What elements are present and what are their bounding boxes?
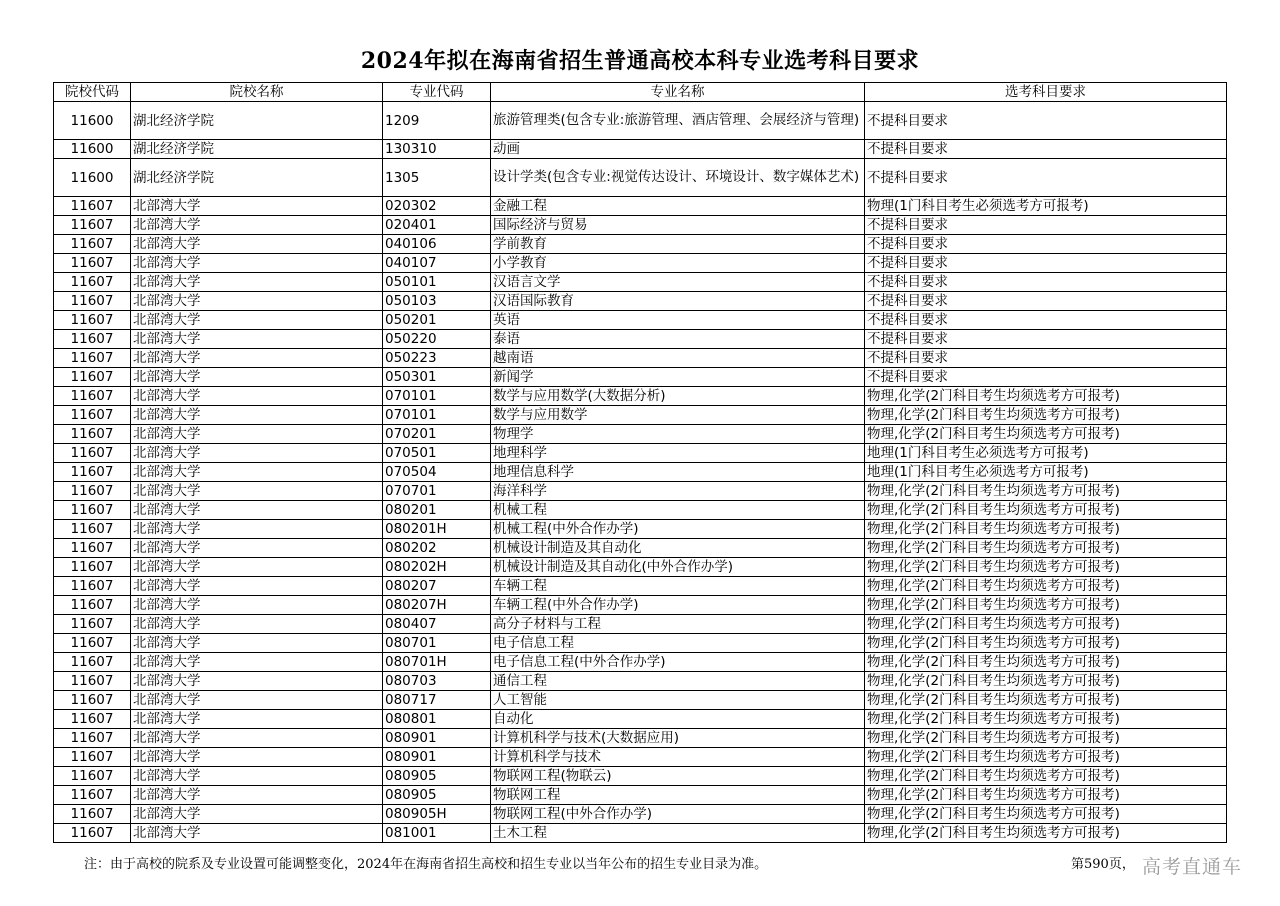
major-name-cell: 新闻学 <box>491 368 865 387</box>
requirement-cell: 物理,化学(2门科目考生均须选考方可报考) <box>865 729 1227 748</box>
requirement-cell: 不提科目要求 <box>865 216 1227 235</box>
requirement-cell: 物理,化学(2门科目考生均须选考方可报考) <box>865 767 1227 786</box>
school-name-cell: 北部湾大学 <box>131 254 383 273</box>
header-school-name: 院校名称 <box>131 83 383 102</box>
school-code-cell: 11607 <box>54 729 131 748</box>
major-name-cell: 动画 <box>491 140 865 159</box>
school-name-cell: 北部湾大学 <box>131 691 383 710</box>
header-subject-requirement: 选考科目要求 <box>865 83 1227 102</box>
school-name-cell: 北部湾大学 <box>131 577 383 596</box>
school-name-cell: 北部湾大学 <box>131 501 383 520</box>
major-name-cell: 机械设计制造及其自动化(中外合作办学) <box>491 558 865 577</box>
school-code-cell: 11607 <box>54 824 131 843</box>
school-name-cell: 北部湾大学 <box>131 406 383 425</box>
requirement-cell: 不提科目要求 <box>865 273 1227 292</box>
table-row <box>54 805 1227 824</box>
school-code-cell: 11607 <box>54 577 131 596</box>
school-code-cell: 11607 <box>54 273 131 292</box>
school-name-cell: 北部湾大学 <box>131 729 383 748</box>
page-number: 第590页， <box>1071 857 1135 872</box>
table-row <box>54 444 1227 463</box>
major-name-cell: 物联网工程(物联云) <box>491 767 865 786</box>
school-name-cell: 北部湾大学 <box>131 216 383 235</box>
table-row <box>54 653 1227 672</box>
school-name-cell: 北部湾大学 <box>131 710 383 729</box>
major-code-cell: 050223 <box>383 349 491 368</box>
major-code-cell: 080905H <box>383 805 491 824</box>
requirement-cell: 物理,化学(2门科目考生均须选考方可报考) <box>865 482 1227 501</box>
major-code-cell: 080701 <box>383 634 491 653</box>
school-code-cell: 11607 <box>54 197 131 216</box>
major-name-cell: 物联网工程 <box>491 786 865 805</box>
table-row <box>54 140 1227 159</box>
school-name-cell: 北部湾大学 <box>131 805 383 824</box>
table-row <box>54 235 1227 254</box>
major-code-cell: 1209 <box>383 102 491 140</box>
major-code-cell: 050101 <box>383 273 491 292</box>
major-code-cell: 020302 <box>383 197 491 216</box>
table-row <box>54 558 1227 577</box>
school-name-cell: 北部湾大学 <box>131 558 383 577</box>
table-row <box>54 216 1227 235</box>
requirement-cell: 物理,化学(2门科目考生均须选考方可报考) <box>865 406 1227 425</box>
table-row <box>54 254 1227 273</box>
school-name-cell: 北部湾大学 <box>131 311 383 330</box>
requirement-cell: 不提科目要求 <box>865 311 1227 330</box>
table-header-row <box>54 83 1227 102</box>
school-name-cell: 北部湾大学 <box>131 615 383 634</box>
school-code-cell: 11600 <box>54 140 131 159</box>
major-code-cell: 070101 <box>383 406 491 425</box>
major-name-cell: 小学教育 <box>491 254 865 273</box>
table-row <box>54 425 1227 444</box>
table-row <box>54 102 1227 140</box>
school-name-cell: 湖北经济学院 <box>131 159 383 197</box>
table-row <box>54 615 1227 634</box>
table-row <box>54 273 1227 292</box>
requirement-cell: 不提科目要求 <box>865 292 1227 311</box>
school-name-cell: 湖北经济学院 <box>131 102 383 140</box>
school-name-cell: 北部湾大学 <box>131 349 383 368</box>
school-code-cell: 11607 <box>54 330 131 349</box>
school-code-cell: 11607 <box>54 672 131 691</box>
major-code-cell: 020401 <box>383 216 491 235</box>
school-name-cell: 北部湾大学 <box>131 463 383 482</box>
major-name-cell: 机械工程(中外合作办学) <box>491 520 865 539</box>
requirement-cell: 物理,化学(2门科目考生均须选考方可报考) <box>865 672 1227 691</box>
major-code-cell: 040106 <box>383 235 491 254</box>
school-code-cell: 11607 <box>54 634 131 653</box>
major-name-cell: 电子信息工程 <box>491 634 865 653</box>
school-name-cell: 北部湾大学 <box>131 539 383 558</box>
major-code-cell: 080901 <box>383 748 491 767</box>
requirement-cell: 物理,化学(2门科目考生均须选考方可报考) <box>865 653 1227 672</box>
major-name-cell: 国际经济与贸易 <box>491 216 865 235</box>
requirement-cell: 物理,化学(2门科目考生均须选考方可报考) <box>865 425 1227 444</box>
major-code-cell: 050103 <box>383 292 491 311</box>
school-code-cell: 11607 <box>54 615 131 634</box>
major-name-cell: 物联网工程(中外合作办学) <box>491 805 865 824</box>
school-code-cell: 11607 <box>54 767 131 786</box>
school-code-cell: 11607 <box>54 444 131 463</box>
school-code-cell: 11607 <box>54 786 131 805</box>
major-code-cell: 080207H <box>383 596 491 615</box>
major-code-cell: 1305 <box>383 159 491 197</box>
school-code-cell: 11607 <box>54 748 131 767</box>
table-row <box>54 482 1227 501</box>
table-row <box>54 520 1227 539</box>
school-name-cell: 北部湾大学 <box>131 482 383 501</box>
table-row <box>54 634 1227 653</box>
major-name-cell: 英语 <box>491 311 865 330</box>
school-name-cell: 北部湾大学 <box>131 387 383 406</box>
major-code-cell: 040107 <box>383 254 491 273</box>
major-name-cell: 泰语 <box>491 330 865 349</box>
school-code-cell: 11607 <box>54 501 131 520</box>
major-name-cell: 计算机科学与技术 <box>491 748 865 767</box>
school-name-cell: 北部湾大学 <box>131 634 383 653</box>
school-name-cell: 北部湾大学 <box>131 425 383 444</box>
table-row <box>54 368 1227 387</box>
major-name-cell: 通信工程 <box>491 672 865 691</box>
major-code-cell: 130310 <box>383 140 491 159</box>
major-code-cell: 080202 <box>383 539 491 558</box>
table-row <box>54 824 1227 843</box>
major-code-cell: 080407 <box>383 615 491 634</box>
school-code-cell: 11607 <box>54 425 131 444</box>
table-row <box>54 463 1227 482</box>
school-name-cell: 北部湾大学 <box>131 596 383 615</box>
footnote: 注：由于高校的院系及专业设置可能调整变化，2024年在海南省招生高校和招生专业以当年公布的招生专业目录为准。 <box>84 857 768 872</box>
school-code-cell: 11600 <box>54 159 131 197</box>
table-row <box>54 292 1227 311</box>
major-code-cell: 080703 <box>383 672 491 691</box>
requirement-cell: 物理,化学(2门科目考生均须选考方可报考) <box>865 786 1227 805</box>
requirement-cell: 地理(1门科目考生必须选考方可报考) <box>865 463 1227 482</box>
requirement-cell: 物理,化学(2门科目考生均须选考方可报考) <box>865 691 1227 710</box>
school-code-cell: 11607 <box>54 805 131 824</box>
major-code-cell: 080901 <box>383 729 491 748</box>
subject-requirements-table <box>53 82 1227 843</box>
requirement-cell: 不提科目要求 <box>865 235 1227 254</box>
major-name-cell: 汉语国际教育 <box>491 292 865 311</box>
major-code-cell: 050201 <box>383 311 491 330</box>
major-name-cell: 车辆工程(中外合作办学) <box>491 596 865 615</box>
major-code-cell: 080201 <box>383 501 491 520</box>
major-code-cell: 080701H <box>383 653 491 672</box>
school-code-cell: 11607 <box>54 349 131 368</box>
school-code-cell: 11607 <box>54 292 131 311</box>
school-name-cell: 湖北经济学院 <box>131 140 383 159</box>
requirement-cell: 物理,化学(2门科目考生均须选考方可报考) <box>865 805 1227 824</box>
school-name-cell: 北部湾大学 <box>131 767 383 786</box>
school-code-cell: 11607 <box>54 406 131 425</box>
major-name-cell: 地理科学 <box>491 444 865 463</box>
major-name-cell: 海洋科学 <box>491 482 865 501</box>
requirement-cell: 物理,化学(2门科目考生均须选考方可报考) <box>865 558 1227 577</box>
major-code-cell: 080801 <box>383 710 491 729</box>
requirement-cell: 地理(1门科目考生必须选考方可报考) <box>865 444 1227 463</box>
major-code-cell: 070101 <box>383 387 491 406</box>
major-name-cell: 地理信息科学 <box>491 463 865 482</box>
major-code-cell: 050220 <box>383 330 491 349</box>
school-code-cell: 11607 <box>54 482 131 501</box>
major-name-cell: 高分子材料与工程 <box>491 615 865 634</box>
major-name-cell: 计算机科学与技术(大数据应用) <box>491 729 865 748</box>
header-school-code: 院校代码 <box>54 83 131 102</box>
major-name-cell: 学前教育 <box>491 235 865 254</box>
requirement-cell: 物理,化学(2门科目考生均须选考方可报考) <box>865 615 1227 634</box>
table-row <box>54 159 1227 197</box>
school-code-cell: 11607 <box>54 311 131 330</box>
major-code-cell: 080717 <box>383 691 491 710</box>
school-code-cell: 11607 <box>54 216 131 235</box>
major-name-cell: 数学与应用数学 <box>491 406 865 425</box>
major-name-cell: 汉语言文学 <box>491 273 865 292</box>
major-code-cell: 070701 <box>383 482 491 501</box>
school-name-cell: 北部湾大学 <box>131 653 383 672</box>
major-code-cell: 081001 <box>383 824 491 843</box>
school-code-cell: 11607 <box>54 254 131 273</box>
requirement-cell: 物理,化学(2门科目考生均须选考方可报考) <box>865 520 1227 539</box>
school-code-cell: 11607 <box>54 368 131 387</box>
school-code-cell: 11607 <box>54 463 131 482</box>
major-name-cell: 金融工程 <box>491 197 865 216</box>
school-name-cell: 北部湾大学 <box>131 273 383 292</box>
requirement-cell: 物理,化学(2门科目考生均须选考方可报考) <box>865 824 1227 843</box>
school-name-cell: 北部湾大学 <box>131 748 383 767</box>
requirement-cell: 物理,化学(2门科目考生均须选考方可报考) <box>865 710 1227 729</box>
school-code-cell: 11607 <box>54 653 131 672</box>
school-name-cell: 北部湾大学 <box>131 197 383 216</box>
table-body <box>54 102 1227 843</box>
requirement-cell: 不提科目要求 <box>865 254 1227 273</box>
major-name-cell: 人工智能 <box>491 691 865 710</box>
document-title: 2024年拟在海南省招生普通高校本科专业选考科目要求 <box>360 48 920 74</box>
requirement-cell: 物理,化学(2门科目考生均须选考方可报考) <box>865 501 1227 520</box>
table-row <box>54 596 1227 615</box>
major-name-cell: 数学与应用数学(大数据分析) <box>491 387 865 406</box>
table-row <box>54 349 1227 368</box>
major-code-cell: 080202H <box>383 558 491 577</box>
header-major-code: 专业代码 <box>383 83 491 102</box>
table-row <box>54 710 1227 729</box>
table-row <box>54 539 1227 558</box>
major-name-cell: 设计学类(包含专业:视觉传达设计、环境设计、数字媒体艺术) <box>491 159 865 197</box>
table-row <box>54 197 1227 216</box>
school-name-cell: 北部湾大学 <box>131 520 383 539</box>
school-name-cell: 北部湾大学 <box>131 235 383 254</box>
school-code-cell: 11607 <box>54 387 131 406</box>
major-code-cell: 070201 <box>383 425 491 444</box>
requirement-cell: 物理,化学(2门科目考生均须选考方可报考) <box>865 634 1227 653</box>
requirement-cell: 不提科目要求 <box>865 330 1227 349</box>
major-name-cell: 自动化 <box>491 710 865 729</box>
major-name-cell: 越南语 <box>491 349 865 368</box>
school-name-cell: 北部湾大学 <box>131 444 383 463</box>
school-code-cell: 11607 <box>54 710 131 729</box>
school-name-cell: 北部湾大学 <box>131 368 383 387</box>
school-code-cell: 11607 <box>54 596 131 615</box>
major-name-cell: 土木工程 <box>491 824 865 843</box>
major-code-cell: 080905 <box>383 767 491 786</box>
school-name-cell: 北部湾大学 <box>131 330 383 349</box>
table-row <box>54 577 1227 596</box>
requirement-cell: 不提科目要求 <box>865 349 1227 368</box>
requirement-cell: 物理,化学(2门科目考生均须选考方可报考) <box>865 748 1227 767</box>
school-code-cell: 11600 <box>54 102 131 140</box>
table-row <box>54 786 1227 805</box>
requirement-cell: 不提科目要求 <box>865 140 1227 159</box>
major-name-cell: 车辆工程 <box>491 577 865 596</box>
requirement-cell: 物理,化学(2门科目考生均须选考方可报考) <box>865 577 1227 596</box>
major-name-cell: 物理学 <box>491 425 865 444</box>
major-code-cell: 080201H <box>383 520 491 539</box>
major-code-cell: 080207 <box>383 577 491 596</box>
requirement-cell: 物理,化学(2门科目考生均须选考方可报考) <box>865 539 1227 558</box>
requirement-cell: 不提科目要求 <box>865 159 1227 197</box>
school-code-cell: 11607 <box>54 520 131 539</box>
major-name-cell: 电子信息工程(中外合作办学) <box>491 653 865 672</box>
table-row <box>54 330 1227 349</box>
school-code-cell: 11607 <box>54 558 131 577</box>
table-row <box>54 748 1227 767</box>
requirement-cell: 物理(1门科目考生必须选考方可报考) <box>865 197 1227 216</box>
school-name-cell: 北部湾大学 <box>131 786 383 805</box>
major-code-cell: 080905 <box>383 786 491 805</box>
school-name-cell: 北部湾大学 <box>131 824 383 843</box>
table-row <box>54 406 1227 425</box>
table-row <box>54 387 1227 406</box>
requirement-cell: 不提科目要求 <box>865 102 1227 140</box>
requirement-cell: 物理,化学(2门科目考生均须选考方可报考) <box>865 387 1227 406</box>
major-code-cell: 050301 <box>383 368 491 387</box>
table-row <box>54 691 1227 710</box>
requirement-cell: 不提科目要求 <box>865 368 1227 387</box>
major-name-cell: 旅游管理类(包含专业:旅游管理、酒店管理、会展经济与管理) <box>491 102 865 140</box>
major-code-cell: 070501 <box>383 444 491 463</box>
header-major-name: 专业名称 <box>491 83 865 102</box>
school-name-cell: 北部湾大学 <box>131 672 383 691</box>
requirement-cell: 物理,化学(2门科目考生均须选考方可报考) <box>865 596 1227 615</box>
table-row <box>54 501 1227 520</box>
table-row <box>54 311 1227 330</box>
major-code-cell: 070504 <box>383 463 491 482</box>
school-code-cell: 11607 <box>54 691 131 710</box>
table-row <box>54 767 1227 786</box>
major-name-cell: 机械设计制造及其自动化 <box>491 539 865 558</box>
school-name-cell: 北部湾大学 <box>131 292 383 311</box>
school-code-cell: 11607 <box>54 235 131 254</box>
table-row <box>54 672 1227 691</box>
table-row <box>54 729 1227 748</box>
watermark: 高考直通车 <box>1142 856 1243 878</box>
major-name-cell: 机械工程 <box>491 501 865 520</box>
school-code-cell: 11607 <box>54 539 131 558</box>
